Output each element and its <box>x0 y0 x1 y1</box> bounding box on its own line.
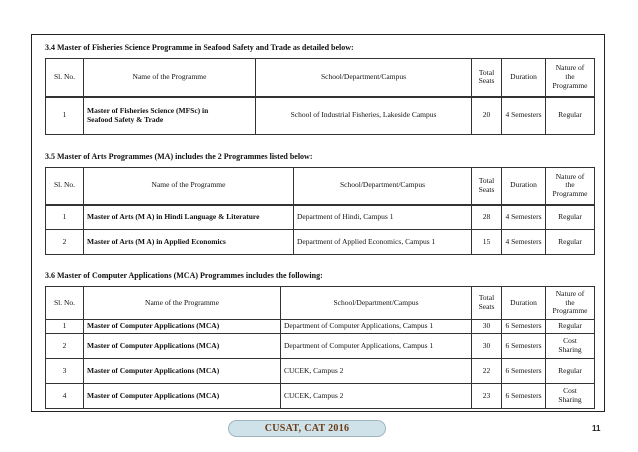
col-sl: Sl. No. <box>46 59 84 97</box>
row-school: Department of Computer Applications, Campus 1 <box>281 320 472 334</box>
row-school: School of Industrial Fisheries, Lakeside Campus <box>256 97 472 135</box>
row-duration: 6 Semesters <box>502 384 546 409</box>
row-sl: 3 <box>46 359 84 384</box>
row-seats: 23 <box>472 384 502 409</box>
table-header-row <box>46 287 595 320</box>
table-row <box>46 334 595 359</box>
row-seats: 20 <box>472 97 502 135</box>
col-name: Name of the Programme <box>84 287 281 320</box>
col-seats: Total Seats <box>472 287 502 320</box>
table-row <box>46 384 595 409</box>
table-header-row <box>46 59 595 97</box>
row-sl: 2 <box>46 230 84 255</box>
table-row <box>46 205 595 230</box>
row-seats: 28 <box>472 205 502 230</box>
row-duration: 6 Semesters <box>502 320 546 334</box>
row-school: Department of Computer Applications, Campus 1 <box>281 334 472 359</box>
col-nature: Nature of the Programme <box>546 59 595 97</box>
row-nature: Regular <box>546 320 595 334</box>
table-header-row <box>46 168 595 205</box>
row-duration: 6 Semesters <box>502 359 546 384</box>
row-sl: 1 <box>46 320 84 334</box>
row-school: Department of Hindi, Campus 1 <box>294 205 472 230</box>
col-seats: Total Seats <box>472 59 502 97</box>
row-seats: 30 <box>472 320 502 334</box>
row-nature: Regular <box>546 230 595 255</box>
footer-badge: CUSAT, CAT 2016 <box>228 420 386 437</box>
table-row <box>46 320 595 334</box>
row-seats: 30 <box>472 334 502 359</box>
row-sl: 4 <box>46 384 84 409</box>
row-duration: 4 Semesters <box>502 205 546 230</box>
col-school: School/Department/Campus <box>256 59 472 97</box>
row-name: Master of Arts (M A) in Applied Economics <box>84 230 294 255</box>
col-duration: Duration <box>502 287 546 320</box>
row-nature: Cost Sharing <box>546 384 595 409</box>
col-name: Name of the Programme <box>84 168 294 205</box>
col-school: School/Department/Campus <box>294 168 472 205</box>
col-school: School/Department/Campus <box>281 287 472 320</box>
col-duration: Duration <box>502 59 546 97</box>
table-3-4 <box>45 58 595 135</box>
table-row <box>46 359 595 384</box>
col-sl: Sl. No. <box>46 287 84 320</box>
row-nature: Regular <box>546 359 595 384</box>
row-sl: 1 <box>46 97 84 135</box>
table-3-5 <box>45 167 595 255</box>
row-school: CUCEK, Campus 2 <box>281 359 472 384</box>
row-name: Master of Computer Applications (MCA) <box>84 334 281 359</box>
table-3-6 <box>45 286 595 409</box>
row-sl: 2 <box>46 334 84 359</box>
col-nature: Nature of the Programme <box>546 168 595 205</box>
row-duration: 4 Semesters <box>502 97 546 135</box>
row-nature: Cost Sharing <box>546 334 595 359</box>
row-name: Master of Fisheries Science (MFSc) in Seafood Safety & Trade <box>84 97 256 135</box>
row-seats: 22 <box>472 359 502 384</box>
row-duration: 4 Semesters <box>502 230 546 255</box>
section-3-6-title: 3.6 Master of Computer Applications (MCA) Programmes includes the following: <box>45 271 323 280</box>
section-3-5-title: 3.5 Master of Arts Programmes (MA) includes the 2 Programmes listed below: <box>45 152 313 161</box>
col-duration: Duration <box>502 168 546 205</box>
col-name: Name of the Programme <box>84 59 256 97</box>
row-name: Master of Computer Applications (MCA) <box>84 320 281 334</box>
row-name: Master of Arts (M A) in Hindi Language & Literature <box>84 205 294 230</box>
row-school: Department of Applied Economics, Campus 1 <box>294 230 472 255</box>
row-name: Master of Computer Applications (MCA) <box>84 359 281 384</box>
row-seats: 15 <box>472 230 502 255</box>
col-seats: Total Seats <box>472 168 502 205</box>
table-row <box>46 97 595 135</box>
table-row <box>46 230 595 255</box>
section-3-4-title: 3.4 Master of Fisheries Science Programme in Seafood Safety and Trade as detailed below: <box>45 43 354 52</box>
row-sl: 1 <box>46 205 84 230</box>
col-sl: Sl. No. <box>46 168 84 205</box>
row-nature: Regular <box>546 205 595 230</box>
row-duration: 6 Semesters <box>502 334 546 359</box>
row-school: CUCEK, Campus 2 <box>281 384 472 409</box>
col-nature: Nature of the Programme <box>546 287 595 320</box>
page-number: 11 <box>592 424 601 433</box>
row-nature: Regular <box>546 97 595 135</box>
row-name: Master of Computer Applications (MCA) <box>84 384 281 409</box>
